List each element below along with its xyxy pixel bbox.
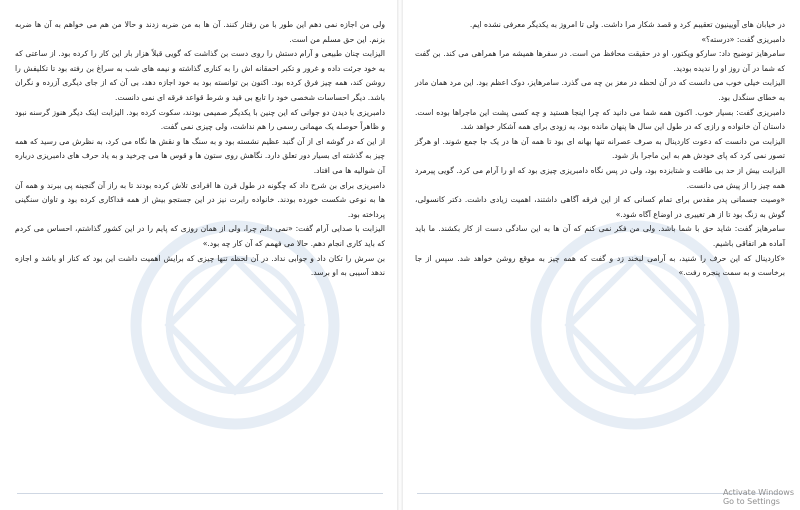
paragraph: «وصیت جسمانی پدر مقدس برای تمام کسانی که از این فرقه آگاهی داشتند، اهمیت زیادی داشت. دکتر کانسولی، گوش به زنگ بود تا از هر تغییری در اوضاع آگاه شود.»: [415, 195, 785, 219]
paragraph: دامبریزی برای بن شرح داد که چگونه در طول قرن ها افرادی تلاش کرده بودند تا به راز آن گنجینه پی ببرند و همه آن ها به نوعی شکست خورده بودند. خانواده رابرت نیز در این جستجو بیش از همه فداکاری کرده بود و تاوان سنگینی پرداخته بود.: [15, 180, 385, 219]
paragraph: سامرهایز توضیح داد: سارکو ویکتور، او در حقیقت محافظ من است. در سفرها همیشه مرا همراهی می کند. بن گفت که شما در آن روز او را ندیده بودید.: [415, 49, 785, 73]
paragraph: بن سرش را تکان داد و جوابی نداد. در آن لحظه تنها چیزی که برایش اهمیت داشت این بود که کنار او باشد و اجازه ندهد آسیبی به او برسد.: [15, 253, 385, 278]
activation-watermark: [723, 488, 794, 506]
page-divider: [17, 493, 383, 494]
right-page-text: [415, 18, 785, 496]
activation-title: Activate Windows: [722, 488, 794, 497]
paragraph: «کاردینال که این حرف را شنید، به آرامی لبخند زد و گفت که همه چیز به موقع روشن خواهد شد. سپس از جا برخاست و به سمت پنجره رفت.»: [415, 253, 785, 278]
paragraph: دامبریزی با دیدن دو جوانی که این چنین با یکدیگر صمیمی بودند، سکوت کرده بود. الیزابت اینک دیگر هنوز گرسنه نبود و ظاهراً حوصله یک مهمانی رسمی را هم نداشت، ولی چیزی نمی گفت.: [15, 107, 385, 132]
paragraph: ولی من اجازه نمی دهم این طور با من رفتار کنند. آن ها به من ضربه زدند و حالا من هم می خواهم به آن ها ضربه بزنم. این حق مسلم من است.: [15, 20, 385, 44]
paragraph: الیزابت بیش از حد بی طاقت و شتابزده بود، ولی در پس نگاه دامبریزی چیزی بود که او را آرام می کرد. گویی پیرمرد همه چیز را از پیش می دانست.: [415, 165, 785, 190]
left-page: [5, 10, 395, 502]
paragraph: در خیابان های آویینیون تعقیبم کرد و قصد شکار مرا داشت. ولی تا امروز به یکدیگر معرفی نشده ایم.: [469, 20, 785, 29]
paragraph: دامبریزی گفت: «درسته؟»: [701, 34, 785, 44]
paragraph: از این که در گوشه ای از آن گنبد عظیم نشسته بود و به سنگ ها و نقش ها نگاه می کرد، به نظرش می رسید که همه چیز به گذشته ای بسیار دور تعلق دارد. نگاهش روی ستون ها و قوس ها می چرخید و به یاد حرف های دامبریزی درباره آن شوالیه ها می افتاد.: [15, 136, 385, 175]
paragraph: دامبریزی گفت: بسیار خوب. اکنون همه شما می دانید که چرا اینجا هستید و چه کسی پشت این ماجراها بوده است. داستان آن خانواده و رازی که در طول این سال ها پنهان مانده بود، به زودی برای همه آشکار خواهد شد.: [415, 107, 785, 132]
activation-settings-link[interactable]: Go to Settings: [722, 497, 780, 506]
left-page-text: [15, 18, 385, 496]
book-gutter: [397, 0, 403, 510]
right-page: [405, 10, 795, 502]
paragraph: الیزابت با صدایی آرام گفت: «نمی دانم چرا، ولی از همان روزی که پایم را در این کشور گذاشتم، احساس می کردم که باید کاری انجام دهم. حالا می فهمم که آن کار چه بود.»: [15, 224, 385, 248]
paragraph: الیزابت چنان طبیعی و آرام دستش را روی دست بن گذاشت که گویی قبلاً هزار بار این کار را کرده بود. از ساعتی که به خود جرئت داده و غرور و تکبر احمقانه اش را به کناری گذاشته و نیمه های شب به سراغ بن رفته بود تا تکلیفش را روشن کند، همه چیز فرق کرده بود. اکنون بن توانسته بود به خود اجازه دهد، بی آن که از جای دیگری آزرده و نگران باشد. دیگر احساسات شخصی خود را تابع بی قید و شرط قواعد فرقه ای نمی دانست.: [15, 49, 385, 102]
paragraph: الیزابت خیلی خوب می دانست که در آن لحظه در مغز بن چه می گذرد. سامرهایز، دوک اعظم بود. این مرد همان مادر به خطای سنگدل بود.: [415, 78, 785, 102]
paragraph: سامرهایز گفت: شاید حق با شما باشد. ولی من فکر نمی کنم که آن ها به این سادگی دست از کار بکشند. ما باید آماده هر اتفاقی باشیم.: [415, 224, 785, 248]
paragraph: الیزابت من دانست که دعوت کاردینال به صرف عصرانه تنها بهانه ای بود تا همه آن ها در یک جا جمع شوند. او هرگز تصور نمی کرد که پای خودش هم به این ماجرا باز شود.: [415, 136, 785, 161]
